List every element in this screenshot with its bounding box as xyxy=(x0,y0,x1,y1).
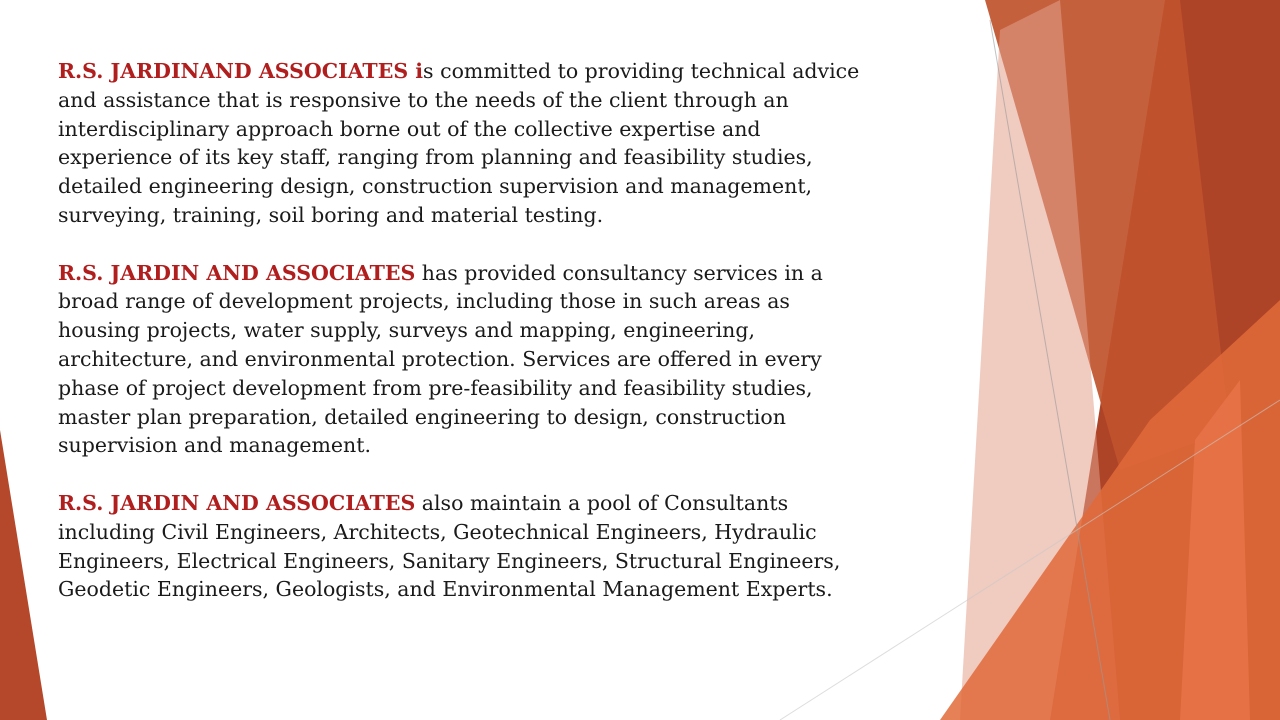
paragraph-1 xyxy=(58,57,958,230)
text-content xyxy=(58,57,958,633)
left-edge-shape xyxy=(0,430,47,720)
paragraph-text: s committed to providing technical advice and assistance that is responsive to the needs of the client through an interdisciplinary approach borne out of the collective expertise and experience of its key staff, ranging from planning and feasibility studies, detailed engineering design, construction supervision and management, surveying, training, soil boring and material testing. xyxy=(58,59,860,227)
paragraph-2 xyxy=(58,259,958,461)
paragraph-text: also maintain a pool of Consultants including Civil Engineers, Architects, Geotechnical Engineers, Hydraulic Engineers, Electrical Engineers, Sanitary Engineers, Structural Engineers, Geodetic Engineers, Geologists, and Environmental Management Experts. xyxy=(58,490,841,602)
paragraph-text: has provided consultancy services in a broad range of development projects, including those in such areas as housing projects, water supply, surveys and mapping, engineering, architecture, and environmental protection. Services are offered in every phase of project development from pre-feasibility and feasibility studies, master plan preparation, detailed engineering to design, construction supervision and management. xyxy=(58,260,823,458)
company-name: R.S. JARDINAND ASSOCIATES i xyxy=(58,59,424,83)
paragraph-3 xyxy=(58,489,958,604)
company-name: R.S. JARDIN AND ASSOCIATES xyxy=(58,260,416,285)
company-name: R.S. JARDIN AND ASSOCIATES xyxy=(58,490,416,515)
